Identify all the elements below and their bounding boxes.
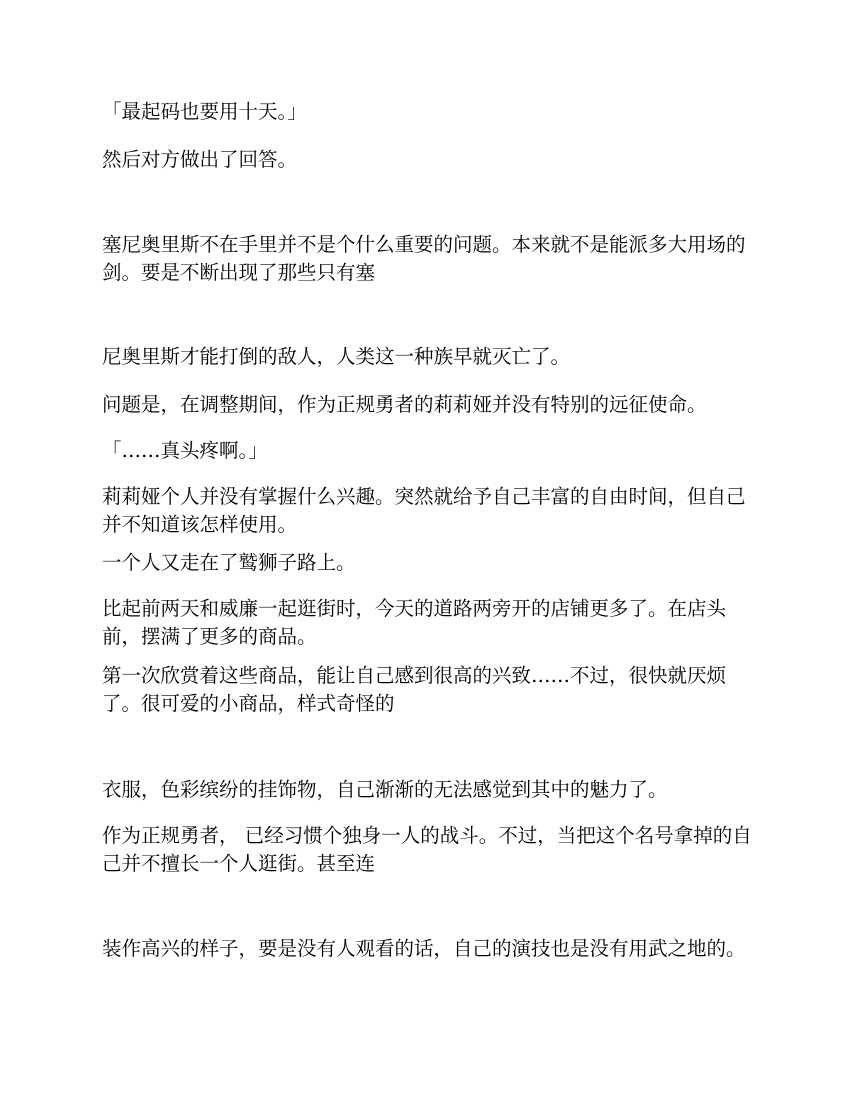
paragraph-10: 第一次欣赏着这些商品，能让自己感到很高的兴致……不过，很快就厌烦了。很可爱的小商品，样式奇怪的 [102,664,727,715]
paragraph-6: 「……真头疼啊。」 [102,439,268,462]
paragraph-8: 一个人又走在了鹫狮子路上。 [102,551,356,574]
paragraph-2: 然后对方做出了回答。 [102,148,298,171]
paragraph-9: 比起前两天和威廉一起逛街时，今天的道路两旁开的店铺更多了。在店头前，摆满了更多的商品。 [102,597,727,648]
paragraph-13: 装作高兴的样子，要是没有人观看的话，自己的演技也是没有用武之地的。 [102,937,746,960]
paragraph-7: 莉莉娅个人并没有掌握什么兴趣。突然就给予自己丰富的自由时间，但自己并不知道该怎样使用。 [102,485,746,536]
paragraph-1: 「最起码也要用十天。」 [102,100,307,123]
paragraph-5: 问题是，在调整期间，作为正规勇者的莉莉娅并没有特别的远征使命。 [102,393,707,416]
paragraph-3: 塞尼奥里斯不在手里并不是个什么重要的问题。本来就不是能派多大用场的剑。要是不断出现了那些只有塞 [102,233,746,284]
paragraph-11: 衣服，色彩缤纷的挂饰物，自己渐渐的无法感觉到其中的魅力了。 [102,778,668,801]
paragraph-12: 作为正规勇者， 已经习惯个独身一人的战斗。不过，当把这个名号拿掉的自己并不擅长一个人逛街。甚至连 [102,824,752,875]
paragraph-4: 尼奥里斯才能打倒的敌人，人类这一种族早就灭亡了。 [102,345,571,368]
